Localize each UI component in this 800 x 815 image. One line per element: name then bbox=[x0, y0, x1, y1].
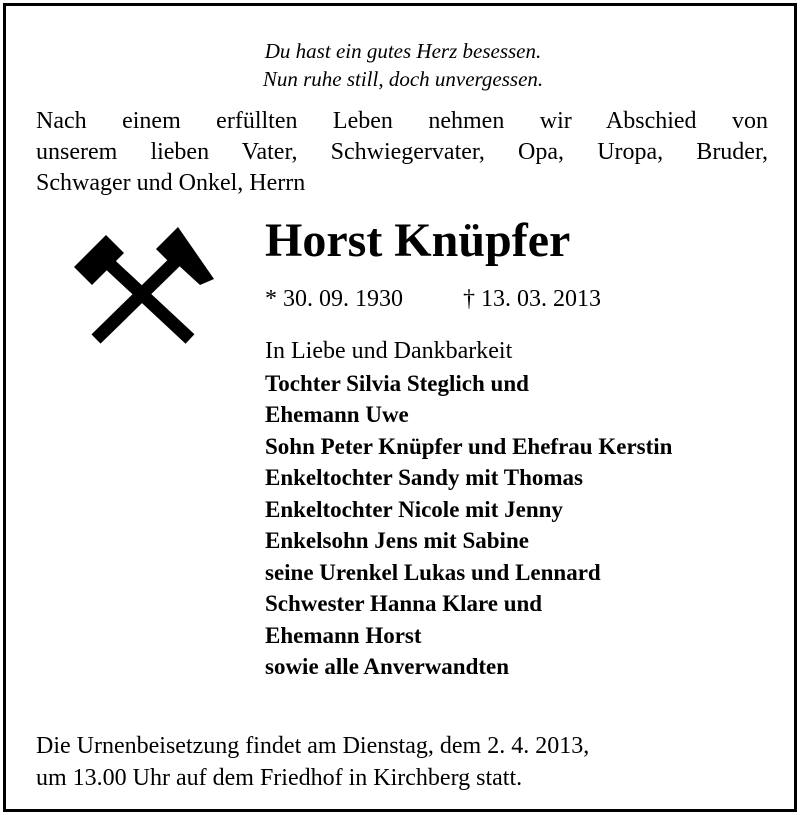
intro-line-2: unserem lieben Vater, Schwiegervater, Opa, Uropa, Bruder, bbox=[36, 139, 768, 165]
family-member: Sohn Peter Knüpfer und Ehefrau Kerstin bbox=[265, 433, 673, 459]
family-member: Enkeltochter Sandy mit Thomas bbox=[265, 465, 584, 490]
birth-date: * 30. 09. 1930 bbox=[265, 286, 403, 312]
funeral-line-1: Die Urnenbeisetzung findet am Dienstag, dem 2. 4. 2013, bbox=[36, 733, 590, 759]
motto-line-1: Du hast ein gutes Herz besessen. bbox=[264, 39, 542, 63]
dedication-text: In Liebe und Dankbarkeit bbox=[265, 338, 513, 364]
family-member: Enkeltochter Nicole mit Jenny bbox=[265, 496, 563, 522]
family-member: Tochter Silvia Steglich und bbox=[265, 370, 529, 396]
funeral-notice bbox=[36, 730, 776, 794]
family-member: Ehemann Uwe bbox=[265, 402, 409, 427]
hammer-and-pick-icon bbox=[72, 227, 217, 350]
obituary-card bbox=[3, 3, 797, 812]
family-list bbox=[265, 336, 672, 683]
family-member: Schwester Hanna Klare und bbox=[265, 591, 543, 616]
death-date: † 13. 03. 2013 bbox=[463, 286, 601, 312]
family-member: sowie alle Anverwandten bbox=[265, 654, 510, 679]
intro-text bbox=[36, 106, 768, 199]
intro-line-1: Nach einem erfüllten Leben nehmen wir Abschied von bbox=[36, 108, 768, 134]
intro-line-3: Schwager und Onkel, Herrn bbox=[36, 170, 306, 196]
motto-line-2: Nun ruhe still, doch unvergessen. bbox=[262, 67, 544, 91]
funeral-line-2: um 13.00 Uhr auf dem Friedhof in Kirchberg statt. bbox=[36, 765, 523, 791]
family-member: Ehemann Horst bbox=[265, 622, 422, 648]
deceased-name: Horst Knüpfer bbox=[265, 214, 571, 267]
family-member: Enkelsohn Jens mit Sabine bbox=[265, 528, 529, 553]
family-member: seine Urenkel Lukas und Lennard bbox=[265, 559, 601, 585]
